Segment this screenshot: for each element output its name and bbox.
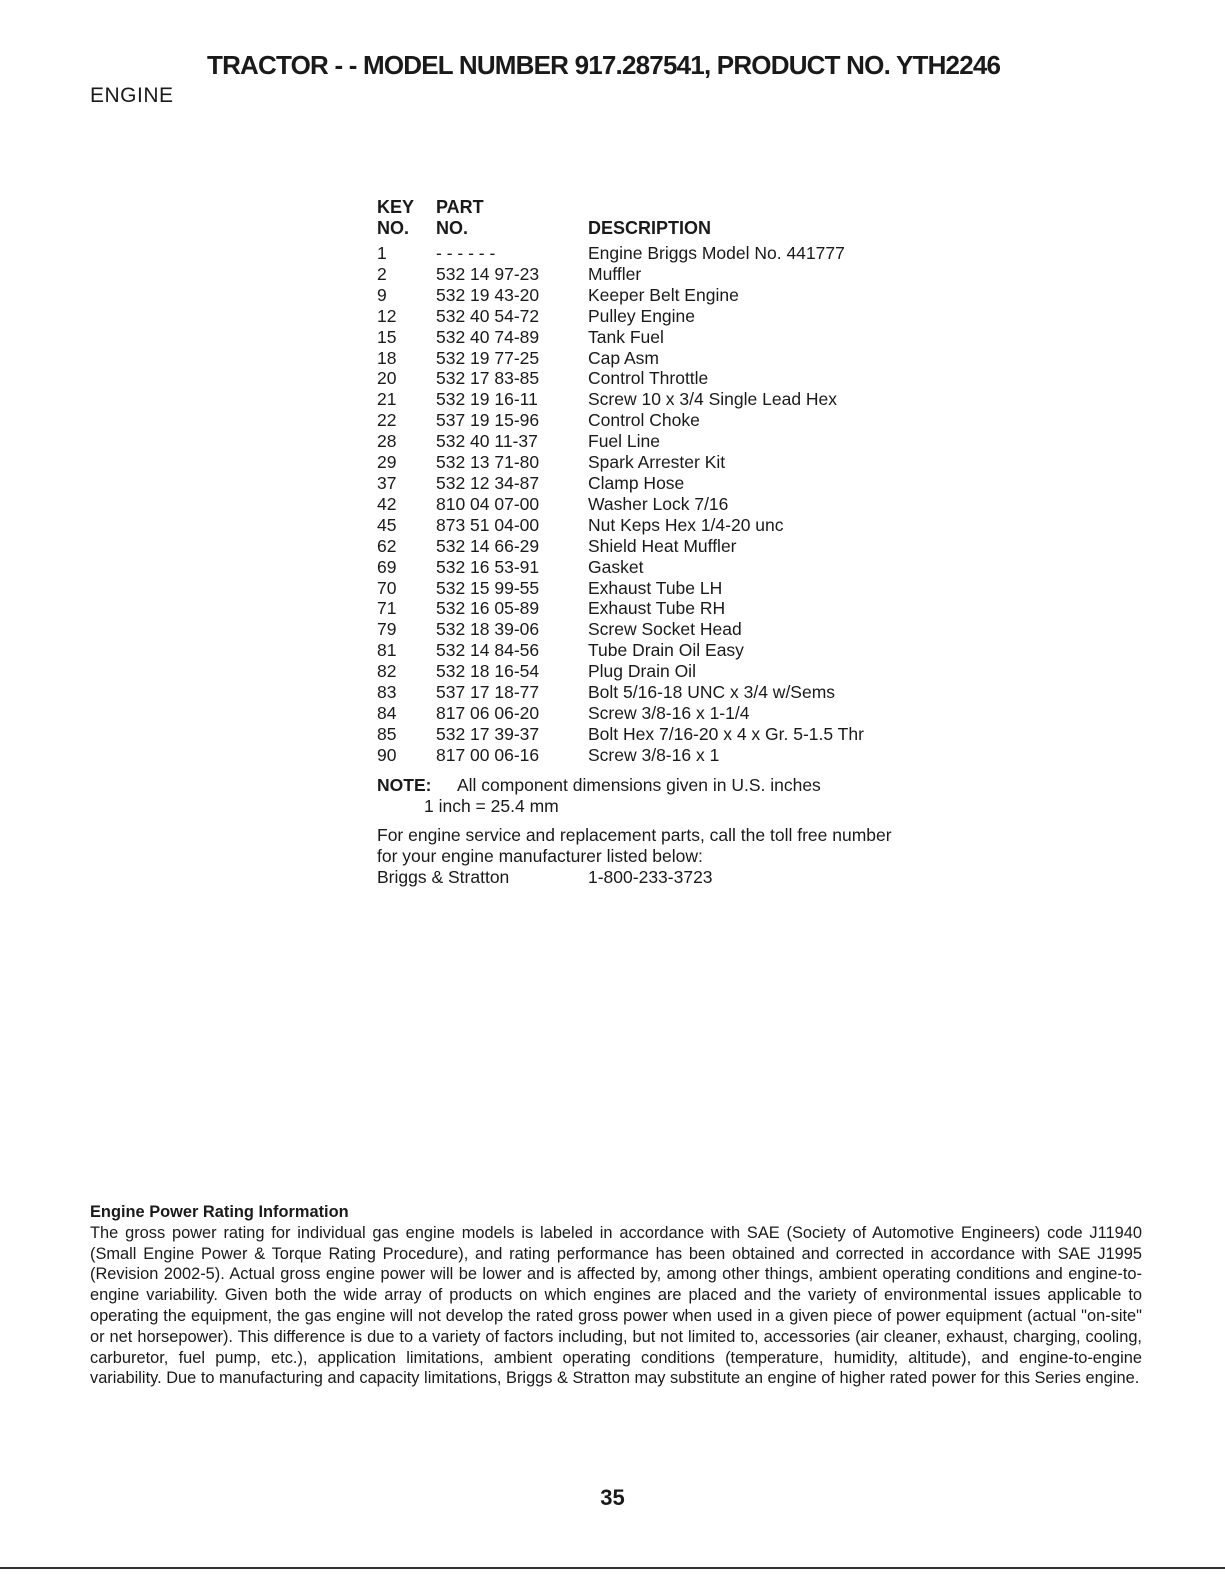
- table-row: [377, 306, 937, 327]
- part-description: Screw 3/8-16 x 1-1/4: [588, 702, 750, 723]
- table-row: [377, 578, 937, 599]
- part-number: 817 06 06-20: [436, 702, 540, 723]
- part-number: 532 19 77-25: [436, 347, 540, 368]
- part-description: Cap Asm: [588, 347, 659, 368]
- part-description: Muffler: [588, 263, 642, 284]
- table-row: [377, 327, 937, 348]
- key-number: 81: [377, 640, 397, 661]
- key-number: 9: [377, 284, 387, 305]
- key-number: 21: [377, 389, 397, 410]
- part-number: 532 40 11-37: [436, 431, 538, 452]
- table-row: [377, 640, 937, 661]
- key-number: 12: [377, 305, 397, 326]
- page-number: 35: [600, 1485, 625, 1510]
- manufacturer-contact: [377, 867, 937, 888]
- table-row: [377, 243, 937, 264]
- key-number: 29: [377, 452, 397, 473]
- table-row: [377, 452, 937, 473]
- part-number: 532 40 54-72: [436, 305, 540, 326]
- key-number: 15: [377, 326, 397, 347]
- table-row: [377, 348, 937, 369]
- key-number: 22: [377, 410, 397, 431]
- table-row: [377, 410, 937, 431]
- part-description: Plug Drain Oil: [588, 661, 696, 682]
- key-number: 71: [377, 598, 397, 619]
- part-description: Exhaust Tube RH: [588, 598, 726, 619]
- table-row: [377, 389, 937, 410]
- part-number: 817 00 06-16: [436, 744, 540, 765]
- section-title: ENGINE: [90, 84, 174, 107]
- service-text: For engine service and replacement parts, call the toll free number for your engine manufacturer listed below:: [377, 825, 892, 867]
- table-row: [377, 724, 937, 745]
- table-row: [377, 557, 937, 578]
- part-number: 537 17 18-77: [436, 682, 540, 703]
- page-title: TRACTOR - - MODEL NUMBER 917.287541, PRODUCT NO. YTH2246: [207, 50, 1001, 80]
- table-row: [377, 431, 937, 452]
- part-number: 532 15 99-55: [436, 577, 540, 598]
- part-number: 532 13 71-80: [436, 452, 540, 473]
- part-number: 537 19 15-96: [436, 410, 540, 431]
- part-description: Washer Lock 7/16: [588, 493, 729, 514]
- part-number: 532 19 16-11: [436, 389, 538, 410]
- part-header: PART: [436, 197, 484, 217]
- description-header: DESCRIPTION: [588, 218, 712, 238]
- table-row: [377, 661, 937, 682]
- table-row: [377, 285, 937, 306]
- part-number: 532 14 97-23: [436, 263, 540, 284]
- table-row: [377, 368, 937, 389]
- part-description: Control Choke: [588, 410, 700, 431]
- table-row: [377, 473, 937, 494]
- part-number: 532 16 53-91: [436, 556, 540, 577]
- key-number: 62: [377, 535, 397, 556]
- part-description: Keeper Belt Engine: [588, 284, 739, 305]
- part-description: Fuel Line: [588, 431, 660, 452]
- key-number: 82: [377, 661, 397, 682]
- table-header-top: [377, 197, 937, 218]
- note: [377, 775, 937, 817]
- service-info: [377, 825, 937, 888]
- part-number: 532 18 39-06: [436, 619, 540, 640]
- table-row: [377, 598, 937, 619]
- part-number: 532 16 05-89: [436, 598, 540, 619]
- page-bottom-rule: [0, 1567, 1225, 1569]
- part-number: 873 51 04-00: [436, 514, 540, 535]
- part-number: 532 19 43-20: [436, 284, 540, 305]
- key-number: 90: [377, 744, 397, 765]
- power-rating-section: [90, 1202, 1142, 1389]
- key-number: 20: [377, 368, 397, 389]
- key-number: 42: [377, 493, 397, 514]
- key-number: 85: [377, 723, 397, 744]
- part-number: 532 12 34-87: [436, 472, 540, 493]
- key-number: 84: [377, 702, 397, 723]
- table-row: [377, 619, 937, 640]
- table-row: [377, 264, 937, 285]
- part-description: Screw 3/8-16 x 1: [588, 744, 720, 765]
- table-row: [377, 703, 937, 724]
- part-description: Gasket: [588, 556, 644, 577]
- table-row: [377, 536, 937, 557]
- key-number: 45: [377, 514, 397, 535]
- part-description: Screw 10 x 3/4 Single Lead Hex: [588, 389, 838, 410]
- part-number: 532 40 74-89: [436, 326, 540, 347]
- part-no-header: NO.: [436, 218, 469, 238]
- part-description: Tube Drain Oil Easy: [588, 640, 744, 661]
- part-number: - - - - - -: [436, 243, 496, 263]
- part-description: Exhaust Tube LH: [588, 577, 723, 598]
- part-number: 810 04 07-00: [436, 493, 540, 514]
- parts-table-body: [377, 243, 937, 766]
- key-number: 1: [377, 243, 387, 263]
- part-description: Pulley Engine: [588, 305, 696, 326]
- table-row: [377, 494, 937, 515]
- power-rating-body: The gross power rating for individual gas engine models is labeled in accordance with SAE (Society of Automotive Engineers) code J11940 (Small Engine Power & Torque Rating Procedure), and rating performance has been obtained and corrected in accordance with SAE J1995 (Revision 2002-5). Actual gross engine power will be lower and is affected by, among other things, ambient operating conditions and engine-to-engine variability. Given both the wide array of products on which engines are placed and the variety of environmental issues applicable to operating the equipment, the gas engine will not develop the rated gross power when used in a given piece of power equipment (actual "on-site" or net horsepower). This difference is due to a variety of factors including, but not limited to, accessories (air cleaner, exhaust, charging, cooling, carburetor, fuel pump, etc.), application limitations, ambient operating conditions (temperature, humidity, altitude), and engine-to-engine variability. Due to manufacturing and capacity limitations, Briggs & Stratton may substitute an engine of higher rated power for this Series engine.: [90, 1223, 1142, 1388]
- part-description: Bolt 5/16-18 UNC x 3/4 w/Sems: [588, 682, 836, 703]
- key-number: 18: [377, 347, 397, 368]
- table-row: [377, 745, 937, 766]
- table-row: [377, 682, 937, 703]
- part-description: Spark Arrester Kit: [588, 452, 726, 473]
- key-header: KEY: [377, 197, 415, 217]
- table-row: [377, 515, 937, 536]
- part-description: Tank Fuel: [588, 326, 664, 347]
- note-text: All component dimensions given in U.S. inches: [457, 774, 821, 795]
- part-number: 532 14 66-29: [436, 535, 540, 556]
- power-rating-heading: Engine Power Rating Information: [90, 1203, 349, 1221]
- parts-list: [377, 197, 937, 888]
- key-number: 83: [377, 682, 397, 703]
- manufacturer-name: Briggs & Stratton: [377, 867, 510, 888]
- part-description: Engine Briggs Model No. 441777: [588, 243, 845, 263]
- key-number: 2: [377, 263, 387, 284]
- part-description: Screw Socket Head: [588, 619, 742, 640]
- part-description: Control Throttle: [588, 368, 709, 389]
- note-conversion: 1 inch = 25.4 mm: [424, 795, 559, 816]
- part-number: 532 14 84-56: [436, 640, 540, 661]
- part-number: 532 17 83-85: [436, 368, 540, 389]
- part-description: Bolt Hex 7/16-20 x 4 x Gr. 5-1.5 Thr: [588, 723, 864, 744]
- table-header-bottom: [377, 218, 937, 239]
- part-number: 532 18 16-54: [436, 661, 540, 682]
- key-number: 69: [377, 556, 397, 577]
- part-description: Shield Heat Muffler: [588, 535, 737, 556]
- part-description: Nut Keps Hex 1/4-20 unc: [588, 514, 784, 535]
- manufacturer-phone: 1-800-233-3723: [588, 867, 713, 888]
- key-number: 79: [377, 619, 397, 640]
- key-number: 37: [377, 472, 397, 493]
- part-description: Clamp Hose: [588, 472, 685, 493]
- note-label: NOTE:: [377, 774, 432, 795]
- key-no-header: NO.: [377, 218, 410, 238]
- key-number: 28: [377, 431, 397, 452]
- key-number: 70: [377, 577, 397, 598]
- part-number: 532 17 39-37: [436, 723, 540, 744]
